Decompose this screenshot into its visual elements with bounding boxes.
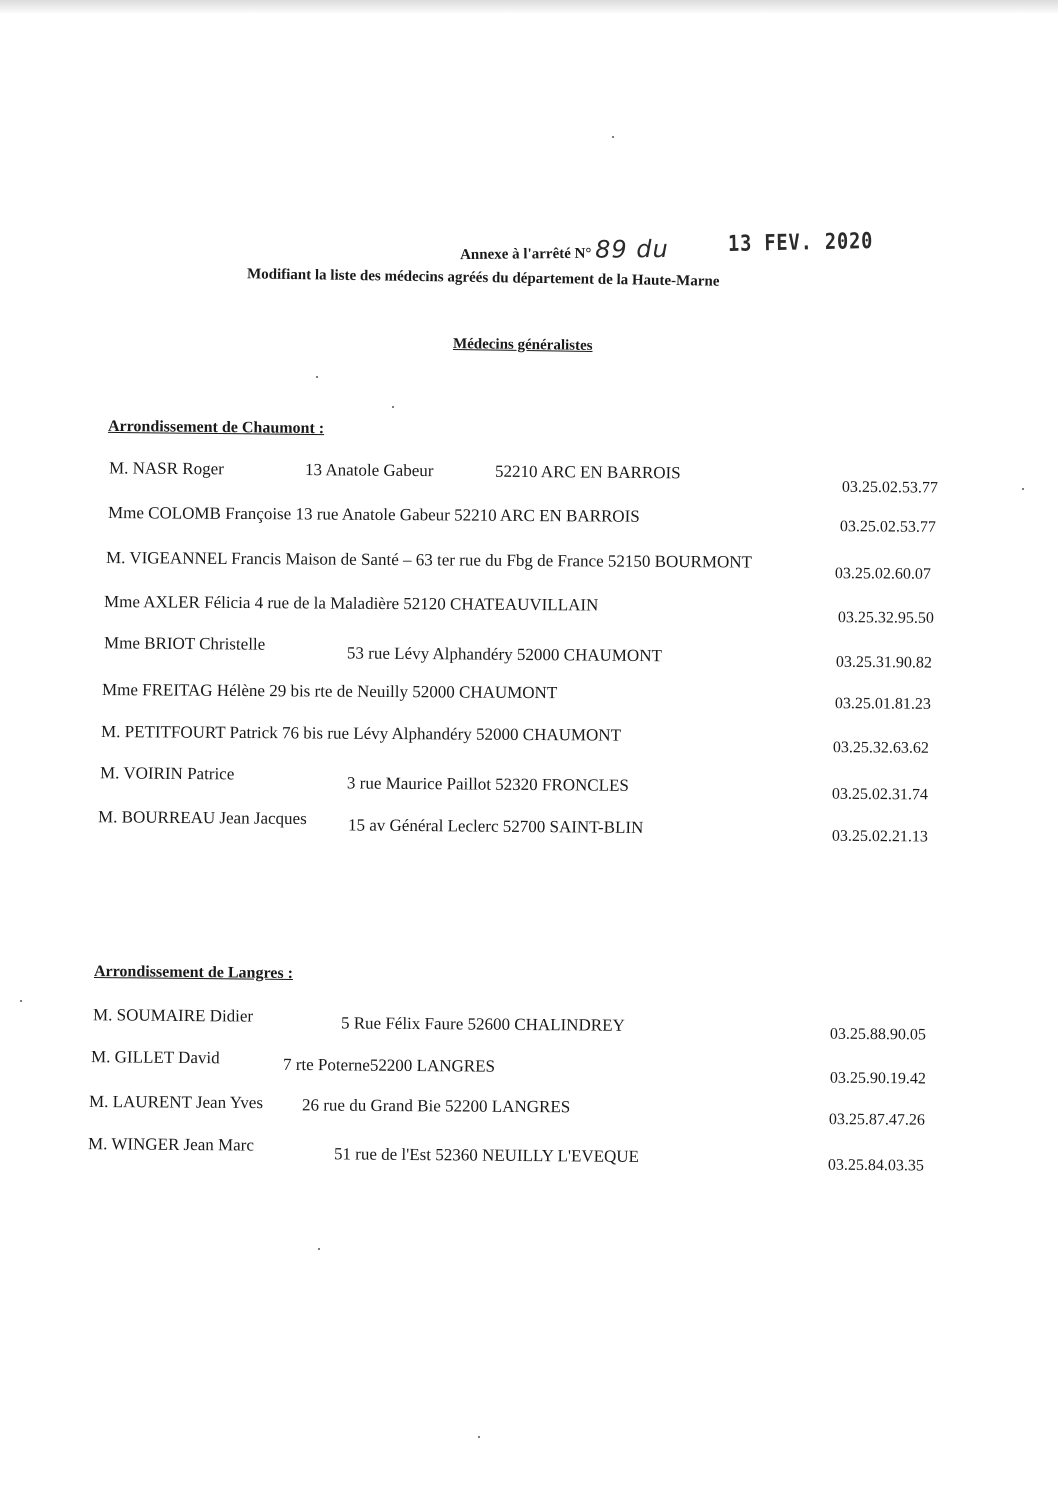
list-item <box>0 632 1058 671</box>
doctor-entry: Mme COLOMB Françoise 13 rue Anatole Gabeur 52210 ARC EN BARROIS <box>107 503 640 526</box>
section-title-langres: Arrondissement de Langres : <box>93 962 294 983</box>
scan-speck <box>478 1436 480 1438</box>
doctor-name: M. GILLET David <box>90 1047 220 1068</box>
annex-reference <box>460 235 669 265</box>
list-item <box>0 1091 1058 1128</box>
doctor-phone: 03.25.32.95.50 <box>837 609 935 627</box>
list-item <box>0 1133 1058 1175</box>
doctor-phone: 03.25.02.53.77 <box>839 518 937 536</box>
list-item <box>0 591 1058 628</box>
doctor-phone: 03.25.31.90.82 <box>835 653 932 672</box>
doctor-address: 7 rte Poterne52200 LANGRES <box>282 1054 496 1076</box>
doctor-address: 3 rue Maurice Paillot 52320 FRONCLES <box>346 773 629 795</box>
doctor-phone: 03.25.02.21.13 <box>831 827 928 846</box>
doctor-name: M. WINGER Jean Marc <box>87 1134 255 1155</box>
doctor-address: 26 rue du Grand Bie 52200 LANGRES <box>301 1095 571 1117</box>
annex-prefix: Annexe à l'arrêté N° <box>459 245 592 264</box>
doctor-name: M. LAURENT Jean Yves <box>88 1091 264 1113</box>
doctor-phone: 03.25.02.53.77 <box>841 478 938 497</box>
list-item <box>0 721 1058 758</box>
doctor-address: 13 Anatole Gabeur <box>304 460 434 481</box>
section-title-chaumont: Arrondissement de Chaumont : <box>107 417 325 438</box>
scan-speck <box>612 136 614 138</box>
list-item <box>0 1004 1058 1043</box>
scan-speck <box>316 376 318 378</box>
doctor-address: 51 rue de l'Est 52360 NEUILLY L'EVEQUE <box>333 1144 640 1166</box>
doctor-name: M. VOIRIN Patrice <box>99 763 235 784</box>
list-item <box>0 1046 1058 1088</box>
doctor-address: 53 rue Lévy Alphandéry 52000 CHAUMONT <box>346 643 662 666</box>
doctor-name: Mme BRIOT Christelle <box>103 633 266 654</box>
list-item <box>0 762 1058 804</box>
doctor-city: 52210 ARC EN BARROIS <box>494 461 681 483</box>
scan-speck <box>318 1248 320 1250</box>
list-item <box>0 457 1058 496</box>
doctor-entry: Mme FREITAG Hélène 29 bis rte de Neuilly 52000 CHAUMONT <box>101 680 558 703</box>
doctor-phone: 03.25.02.60.07 <box>834 565 932 583</box>
date-stamp: 13 FEV. 2020 <box>727 228 874 257</box>
doctor-phone: 03.25.90.19.42 <box>829 1069 926 1088</box>
doctor-entry: Mme AXLER Félicia 4 rue de la Maladière 52120 CHATEAUVILLAIN <box>103 592 599 615</box>
document-subtitle: Modifiant la liste des médecins agréés du département de la Haute-Marne <box>246 266 720 290</box>
doctor-name: M. SOUMAIRE Didier <box>92 1005 254 1026</box>
doctor-phone: 03.25.01.81.23 <box>834 695 932 713</box>
category-title: Médecins généralistes <box>452 336 593 354</box>
list-item <box>0 679 1058 716</box>
scan-speck <box>20 1000 22 1002</box>
doctor-address: 5 Rue Félix Faure 52600 CHALINDREY <box>340 1013 625 1035</box>
list-item <box>0 502 1058 539</box>
scan-speck <box>1022 488 1024 490</box>
doctor-name: M. BOURREAU Jean Jacques <box>97 807 307 829</box>
doctor-phone: 03.25.32.63.62 <box>832 739 930 757</box>
list-item <box>0 806 1058 845</box>
doctor-phone: 03.25.02.31.74 <box>831 785 928 804</box>
doctor-entry: M. PETITFOURT Patrick 76 bis rue Lévy Alphandéry 52000 CHAUMONT <box>100 722 622 745</box>
doctor-phone: 03.25.88.90.05 <box>829 1025 926 1044</box>
doctor-entry: M. VIGEANNEL Francis Maison de Santé – 63 ter rue du Fbg de France 52150 BOURMONT <box>105 548 753 572</box>
doctor-phone: 03.25.84.03.35 <box>827 1156 924 1175</box>
list-item <box>0 547 1058 584</box>
annex-handwritten-number: 89 du <box>594 234 669 264</box>
doctor-address: 15 av Général Leclerc 52700 SAINT-BLIN <box>347 815 644 837</box>
scan-speck <box>392 406 394 408</box>
doctor-phone: 03.25.87.47.26 <box>828 1111 925 1129</box>
doctor-name: M. NASR Roger <box>108 458 224 479</box>
scan-edge <box>0 0 1058 14</box>
